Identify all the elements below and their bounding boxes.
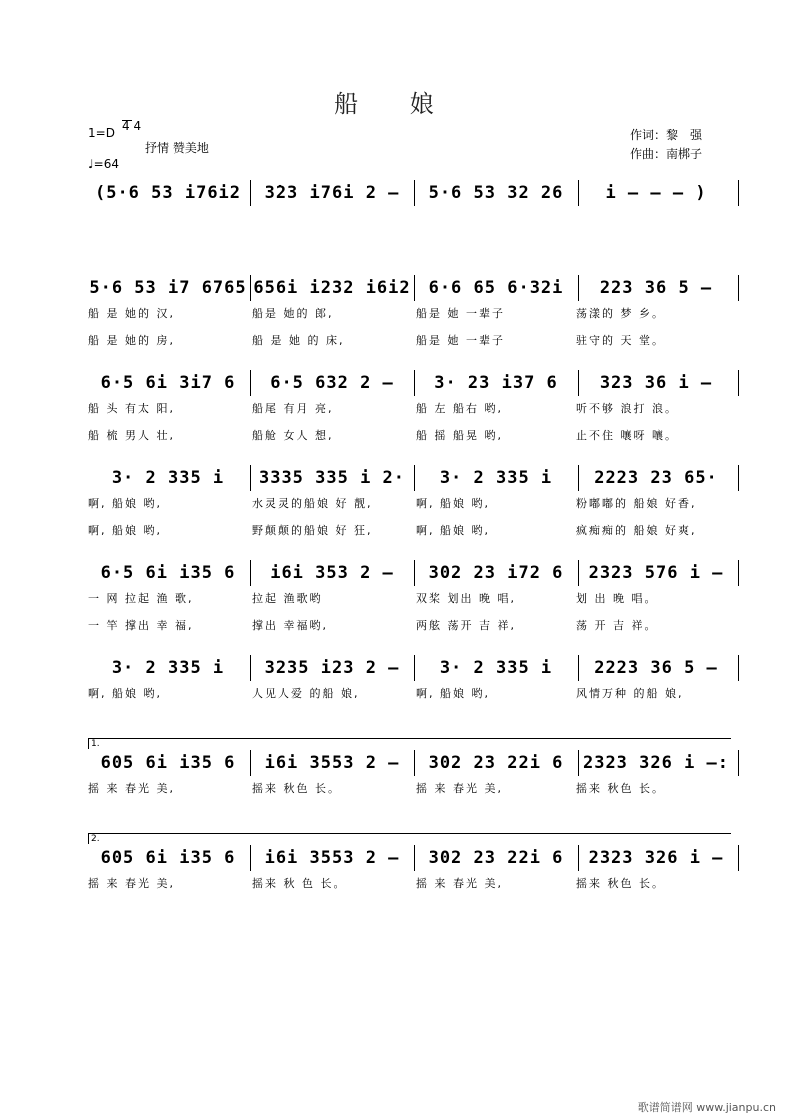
lyric-segment: 船 左 船右 哟, [416, 402, 503, 415]
measure: 2223 36 5 – [594, 658, 718, 678]
measure: 605 6i i35 6 [100, 753, 236, 773]
barline [250, 370, 251, 396]
lyric-segment: 船舱 女人 想, [252, 429, 334, 442]
staff-line [84, 370, 730, 396]
lyric-segment: 听不够 浪打 浪。 [576, 402, 678, 415]
lyric-segment: 摇来 秋 色 长。 [252, 877, 347, 890]
lyric-line [84, 617, 730, 631]
lyric-segment: 啊, 船娘 哟, [88, 497, 162, 510]
lyric-segment: 驻守的 天 堂。 [576, 334, 665, 347]
watermark: 歌谱简谱网 www.jianpu.cn [637, 1101, 776, 1114]
barline [414, 370, 415, 396]
lyric-segment: 人见人爱 的船 娘, [252, 687, 360, 700]
lyric-segment: 船 是 她的 汉, [88, 307, 175, 320]
lyric-segment: 摇来 秋色 长。 [252, 782, 341, 795]
barline [738, 370, 739, 396]
lyric-segment: 船 是 她 的 床, [252, 334, 345, 347]
lyric-line [84, 875, 730, 889]
barline [250, 465, 251, 491]
lyric-segment: 荡 开 吉 祥。 [576, 619, 658, 632]
lyric-segment: 划 出 晚 唱。 [576, 592, 658, 605]
measure: 605 6i i35 6 [100, 848, 236, 868]
barline [414, 465, 415, 491]
barline [738, 655, 739, 681]
measure: 3335 335 i 2· [258, 468, 406, 488]
lyric-segment: 船 摇 船晃 哟, [416, 429, 503, 442]
time-signature [122, 120, 141, 133]
barline [250, 845, 251, 871]
lyric-segment: 船是 她 一辈子 [416, 307, 505, 320]
lyric-segment: 啊, 船娘 哟, [416, 687, 490, 700]
measure: 223 36 5 – [599, 278, 713, 298]
lyric-line [84, 495, 730, 509]
measure: 5·6 53 32 26 [428, 183, 564, 203]
volta-bracket: 1. [88, 738, 731, 749]
lyric-line [84, 305, 730, 319]
measure: 3· 2 335 i [439, 658, 553, 678]
lyric-line [84, 332, 730, 346]
lyric-line [84, 780, 730, 794]
measure: 3· 2 335 i [111, 468, 225, 488]
lyric-segment: 止不住 嚷呀 嚷。 [576, 429, 678, 442]
page-title: 船 娘 [334, 90, 456, 118]
barline [414, 655, 415, 681]
time-numerator: 4 [122, 119, 130, 133]
lyric-line [84, 427, 730, 441]
lyric-segment: 一 竿 撑出 幸 福, [88, 619, 194, 632]
lyric-segment: 水灵灵的船娘 好 靓, [252, 497, 373, 510]
lyric-segment: 摇 来 春光 美, [88, 877, 175, 890]
lyric-segment: 摇 来 春光 美, [88, 782, 175, 795]
barline [738, 180, 739, 206]
measure: 302 23 22i 6 [428, 848, 564, 868]
measure: 5·6 53 i7 6765 [89, 278, 247, 298]
barline [414, 275, 415, 301]
lyric-segment: 摇来 秋色 长。 [576, 782, 665, 795]
measure: 2223 23 65· [594, 468, 718, 488]
measure: 3· 2 335 i [439, 468, 553, 488]
lyric-segment: 荡漾的 梦 乡。 [576, 307, 665, 320]
lyric-segment: 风情万种 的船 娘, [576, 687, 684, 700]
staff-line [84, 560, 730, 586]
lyricist: 作词：黎 强 [630, 128, 703, 142]
barline [414, 750, 415, 776]
measure: 6·5 6i i35 6 [100, 563, 236, 583]
barline [414, 845, 415, 871]
measure: 2323 326 i – [588, 848, 724, 868]
measure: i6i 3553 2 – [264, 848, 400, 868]
lyric-segment: 摇 来 春光 美, [416, 782, 503, 795]
lyric-segment: 船是 她的 郎, [252, 307, 334, 320]
measure: 6·6 65 6·32i [428, 278, 564, 298]
lyric-segment: 摇 来 春光 美, [416, 877, 503, 890]
measure: i6i 3553 2 – [264, 753, 400, 773]
measure: 6·5 6i 3i7 6 [100, 373, 236, 393]
lyric-segment: 撑出 幸福哟, [252, 619, 328, 632]
measure: 3· 23 i37 6 [434, 373, 558, 393]
staff-line [84, 275, 730, 301]
measure: (5·6 53 i76i2 [94, 183, 242, 203]
barline [738, 465, 739, 491]
measure: 302 23 22i 6 [428, 753, 564, 773]
time-denominator: 4 [133, 119, 142, 133]
lyric-segment: 啊, 船娘 哟, [88, 524, 162, 537]
measure: 3· 2 335 i [111, 658, 225, 678]
measure: 2323 326 i –: [582, 753, 730, 773]
lyric-segment: 一 网 拉起 渔 歌, [88, 592, 194, 605]
composer: 作曲：南梆子 [630, 147, 703, 161]
lyric-segment: 啊, 船娘 哟, [416, 497, 490, 510]
measure: i6i 353 2 – [270, 563, 394, 583]
barline [250, 560, 251, 586]
measure: 656i i232 i6i2 [253, 278, 411, 298]
lyric-segment: 啊, 船娘 哟, [416, 524, 490, 537]
staff-line [84, 655, 730, 681]
barline [738, 845, 739, 871]
lyric-segment: 船是 她 一辈子 [416, 334, 505, 347]
barline [738, 275, 739, 301]
volta-bracket: 2. [88, 833, 731, 844]
staff-line [84, 750, 730, 776]
staff-line [84, 845, 730, 871]
lyric-segment: 双桨 划出 晚 唱, [416, 592, 516, 605]
tempo-marking: ♩=64 [88, 157, 119, 171]
lyric-line [84, 522, 730, 536]
lyric-segment: 摇来 秋色 长。 [576, 877, 665, 890]
measure: 3235 i23 2 – [264, 658, 400, 678]
key-signature: 1=D [88, 126, 115, 140]
measure: i – – – ) [605, 183, 707, 203]
measure: 6·5 632 2 – [270, 373, 394, 393]
barline [414, 180, 415, 206]
lyric-segment: 船 梳 男人 壮, [88, 429, 175, 442]
staff-line [84, 465, 730, 491]
lyric-segment: 疯痴痴的 船娘 好爽, [576, 524, 697, 537]
measure: 302 23 i72 6 [428, 563, 564, 583]
lyric-line [84, 685, 730, 699]
lyric-segment: 船 头 有太 阳, [88, 402, 175, 415]
barline [250, 750, 251, 776]
lyric-segment: 船 是 她的 房, [88, 334, 175, 347]
lyric-line [84, 590, 730, 604]
barline [250, 180, 251, 206]
lyric-line [84, 400, 730, 414]
barline [414, 560, 415, 586]
measure: 2323 576 i – [588, 563, 724, 583]
barline [738, 560, 739, 586]
measure: 323 36 i – [599, 373, 713, 393]
lyric-segment: 船尾 有月 亮, [252, 402, 334, 415]
lyric-segment: 粉嘟嘟的 船娘 好香, [576, 497, 697, 510]
lyric-segment: 两舷 荡开 吉 祥, [416, 619, 516, 632]
lyric-segment: 啊, 船娘 哟, [88, 687, 162, 700]
lyric-segment: 拉起 渔歌哟 [252, 592, 323, 605]
barline [250, 655, 251, 681]
barline [250, 275, 251, 301]
mood-marking: 抒情 赞美地 [145, 141, 209, 155]
barline [738, 750, 739, 776]
lyric-segment: 野颠颠的船娘 好 狂, [252, 524, 373, 537]
staff-line [84, 180, 730, 206]
measure: 3̇23 i76i 2 – [264, 183, 400, 203]
